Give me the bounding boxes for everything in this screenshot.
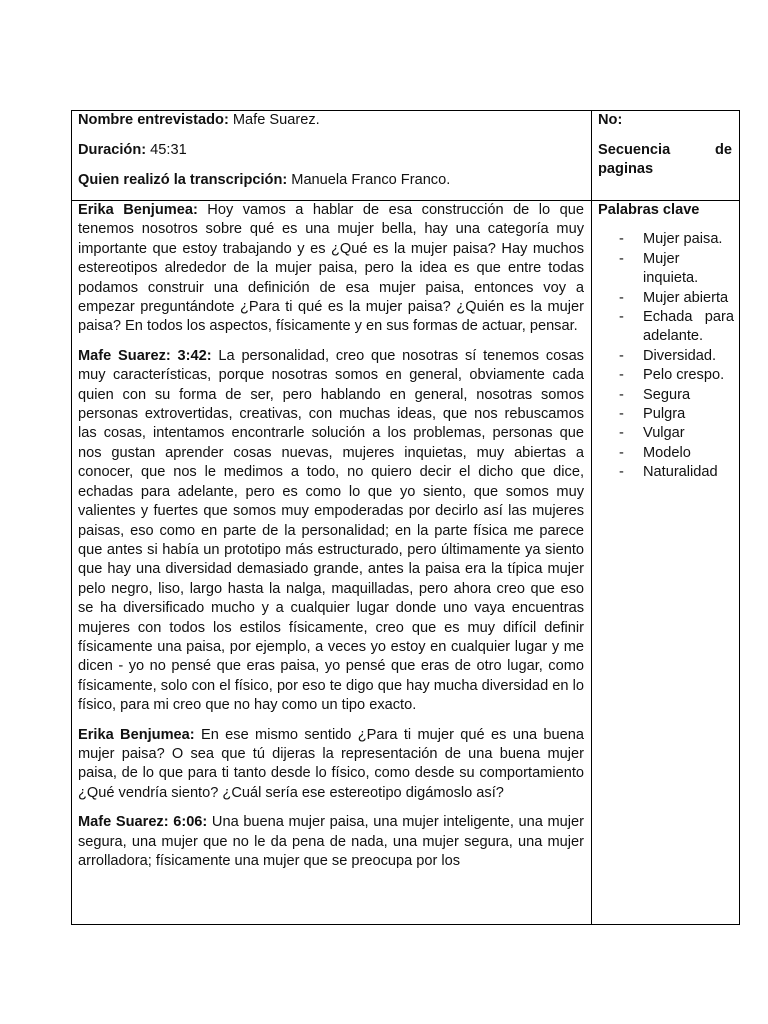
sequence-label [598,141,732,180]
speech-text: Una buena mujer paisa, una mujer inteligente, una mujer segura, una mujer que no le da pena de nada, una mujer segura, una mujer arrolladora; físicamente una mujer que se preocupa por los [78,814,584,869]
transcriber-label: Quien realizó la transcripción: [78,172,288,188]
sequence-label-word1: Secuencia [598,142,671,158]
duration-label: Duración: [78,142,147,158]
keyword-item: - Pulgra [598,405,734,424]
speaker-name: Mafe Suarez: 3:42: [78,347,212,364]
keyword-item: - Mujer paisa. [598,230,734,249]
keyword-item: - Pelo crespo. [598,366,734,385]
interviewee-row [78,111,320,130]
column-divider [591,111,592,924]
duration-value: 45:31 [146,142,187,158]
number-label: No: [598,112,623,128]
keyword-item: - Echada para adelante. [598,308,734,347]
transcript-paragraph [78,201,584,337]
duration-row [78,141,187,160]
interview-table [71,110,740,925]
keywords-title: Palabras clave [598,202,700,218]
speech-text: La personalidad, creo que nosotras sí tenemos cosas muy características, porque nosotras somos en general, obviamente cada quien con su forma de ser, pero hablando en general, nosotras somos personas extrovertidas, creativas, con muchas ideas, que nos rebuscamos las cosas, intentamos encontrarle solución a los problemas, personas que nos gustan aprender cosas nuevas, mujeres inquietas, muy abiertas a conocer, que nos le medimos a todo, no quiero decir el dicho que dice, echadas para adelante, pero es como lo que yo siento, que somos muy valientes y fuertes que somos muy empoderadas por decirlo así las mujeres paisas, eso como en parte de la personalidad; en la parte física me parece que antes si había un prototipo más estructurado, pero últimamente ya siento que hay una diversidad demasiado grande, antes la paisa era la típica mujer pelo negro, liso, largo hasta la nalga, maquilladas, pero ahora creo que eso se ha diversificado mucho y a cualquier lugar donde uno vaya encuentras mujeres con todos los estilos físicamente, creo que es muy difícil definir físicamente una paisa, por ejemplo, a veces yo estoy en cualquier lugar y me dicen - yo no pensé que eras paisa, yo pensé que eras de otro lugar, como físicamente, solo con el físico, por eso te digo que hay mucha diversidad en lo físico, para mi creo que no hay como un tipo exacto. [78,347,584,714]
keyword-item: - Naturalidad [598,463,734,482]
keywords-panel [598,201,734,483]
transcript-paragraph [78,726,584,804]
interviewee-label: Nombre entrevistado: [78,112,229,128]
keyword-item: - Segura [598,386,734,405]
sequence-label-word3: paginas [598,161,654,178]
transcriber-value: Manuela Franco Franco. [287,172,451,188]
speech-text: Hoy vamos a hablar de esa construcción de lo que tenemos nosotros sobre qué es una mujer bella, hay una categoría muy importante que estoy trabajando y es ¿Qué es la mujer paisa? Hay muchos estereotipos alrededor de la mujer paisa, pero la idea es que entre todas podamos construir una definición de esa mujer paisa, entonces voy a empezar preguntándote ¿Para ti qué es la mujer paisa? ¿Quién es la mujer paisa? En todos los aspectos, físicamente y en sus formas de actuar, pensar. [78,202,584,335]
transcript-paragraph [78,813,584,871]
speaker-name: Erika Benjumea: [78,726,195,743]
sequence-label-word2: de [714,142,732,158]
transcriber-row [78,171,450,190]
transcript-paragraph [78,347,584,716]
keyword-item: - Vulgar [598,424,734,443]
keywords-list [598,230,734,482]
keyword-item: - Modelo [598,444,734,463]
speaker-name: Mafe Suarez: 6:06: [78,814,208,831]
speaker-name: Erika Benjumea: [78,202,198,218]
keyword-item: - Mujer inquieta. [598,250,734,289]
transcript-body [78,201,584,923]
keyword-item: - Diversidad. [598,347,734,366]
speech-text: En ese mismo sentido ¿Para ti mujer qué es una buena mujer paisa? O sea que tú dijeras la representación de una buena mujer paisa, de lo que para ti tanto desde lo físico, como desde su comportamiento ¿Qué vendría siento? ¿Cuál sería ese estereotipo digámoslo así? [78,726,584,801]
keyword-item: - Mujer abierta [598,289,734,308]
interviewee-value: Mafe Suarez. [228,112,320,128]
